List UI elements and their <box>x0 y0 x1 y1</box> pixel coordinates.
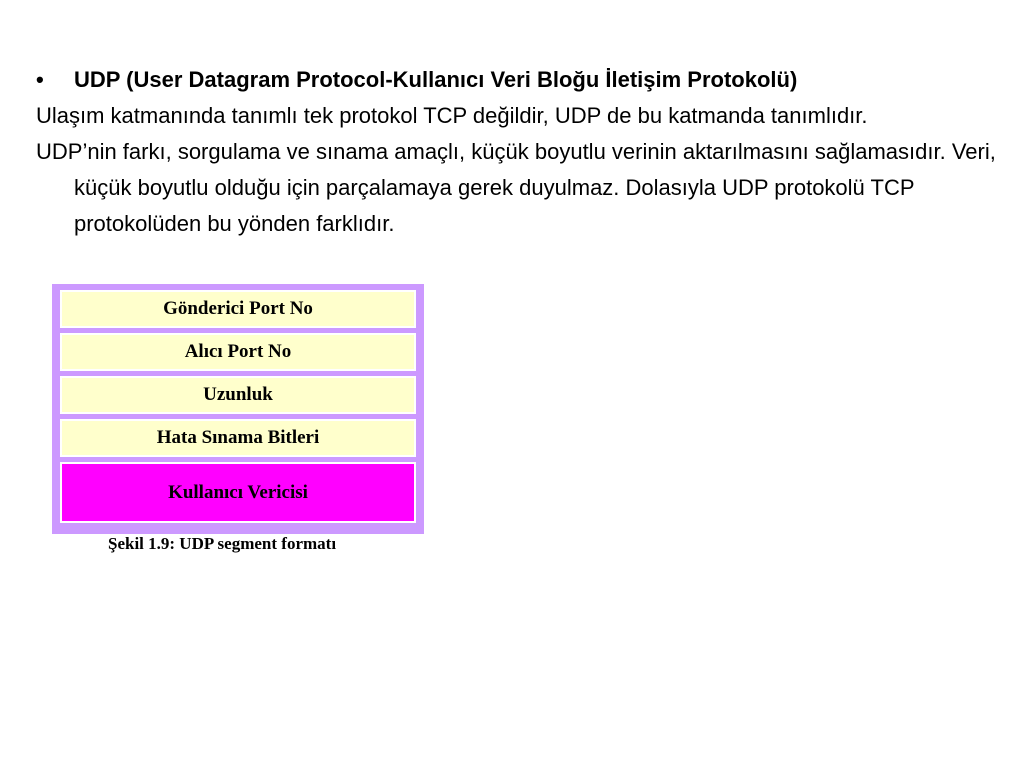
paragraph-2: UDP’nin farkı, sorgulama ve sınama amaçlı, küçük boyutlu verinin aktarılmasını sağlamasıdır. Veri, küçük boyutlu olduğu için parçalamaya gerek duyulmaz. Dolasıyla UDP protokolü TCP protokolüden bu yönden farklıdır. <box>36 139 996 236</box>
field-source-port: Gönderici Port No <box>60 290 416 328</box>
field-destination-port: Alıcı Port No <box>60 333 416 371</box>
slide-body <box>36 62 1016 242</box>
bullet-icon: • <box>36 67 44 92</box>
field-checksum: Hata Sınama Bitleri <box>60 419 416 457</box>
udp-segment-diagram <box>52 284 424 534</box>
heading-text: UDP (User Datagram Protocol-Kullanıcı Veri Bloğu İletişim Protokolü) <box>74 67 798 92</box>
field-user-data: Kullanıcı Vericisi <box>60 462 416 523</box>
field-length: Uzunluk <box>60 376 416 414</box>
figure-caption: Şekil 1.9: UDP segment formatı <box>108 534 337 553</box>
paragraph-1: Ulaşım katmanında tanımlı tek protokol TCP değildir, UDP de bu katmanda tanımlıdır. <box>36 103 868 128</box>
bullet-heading <box>36 62 1016 98</box>
